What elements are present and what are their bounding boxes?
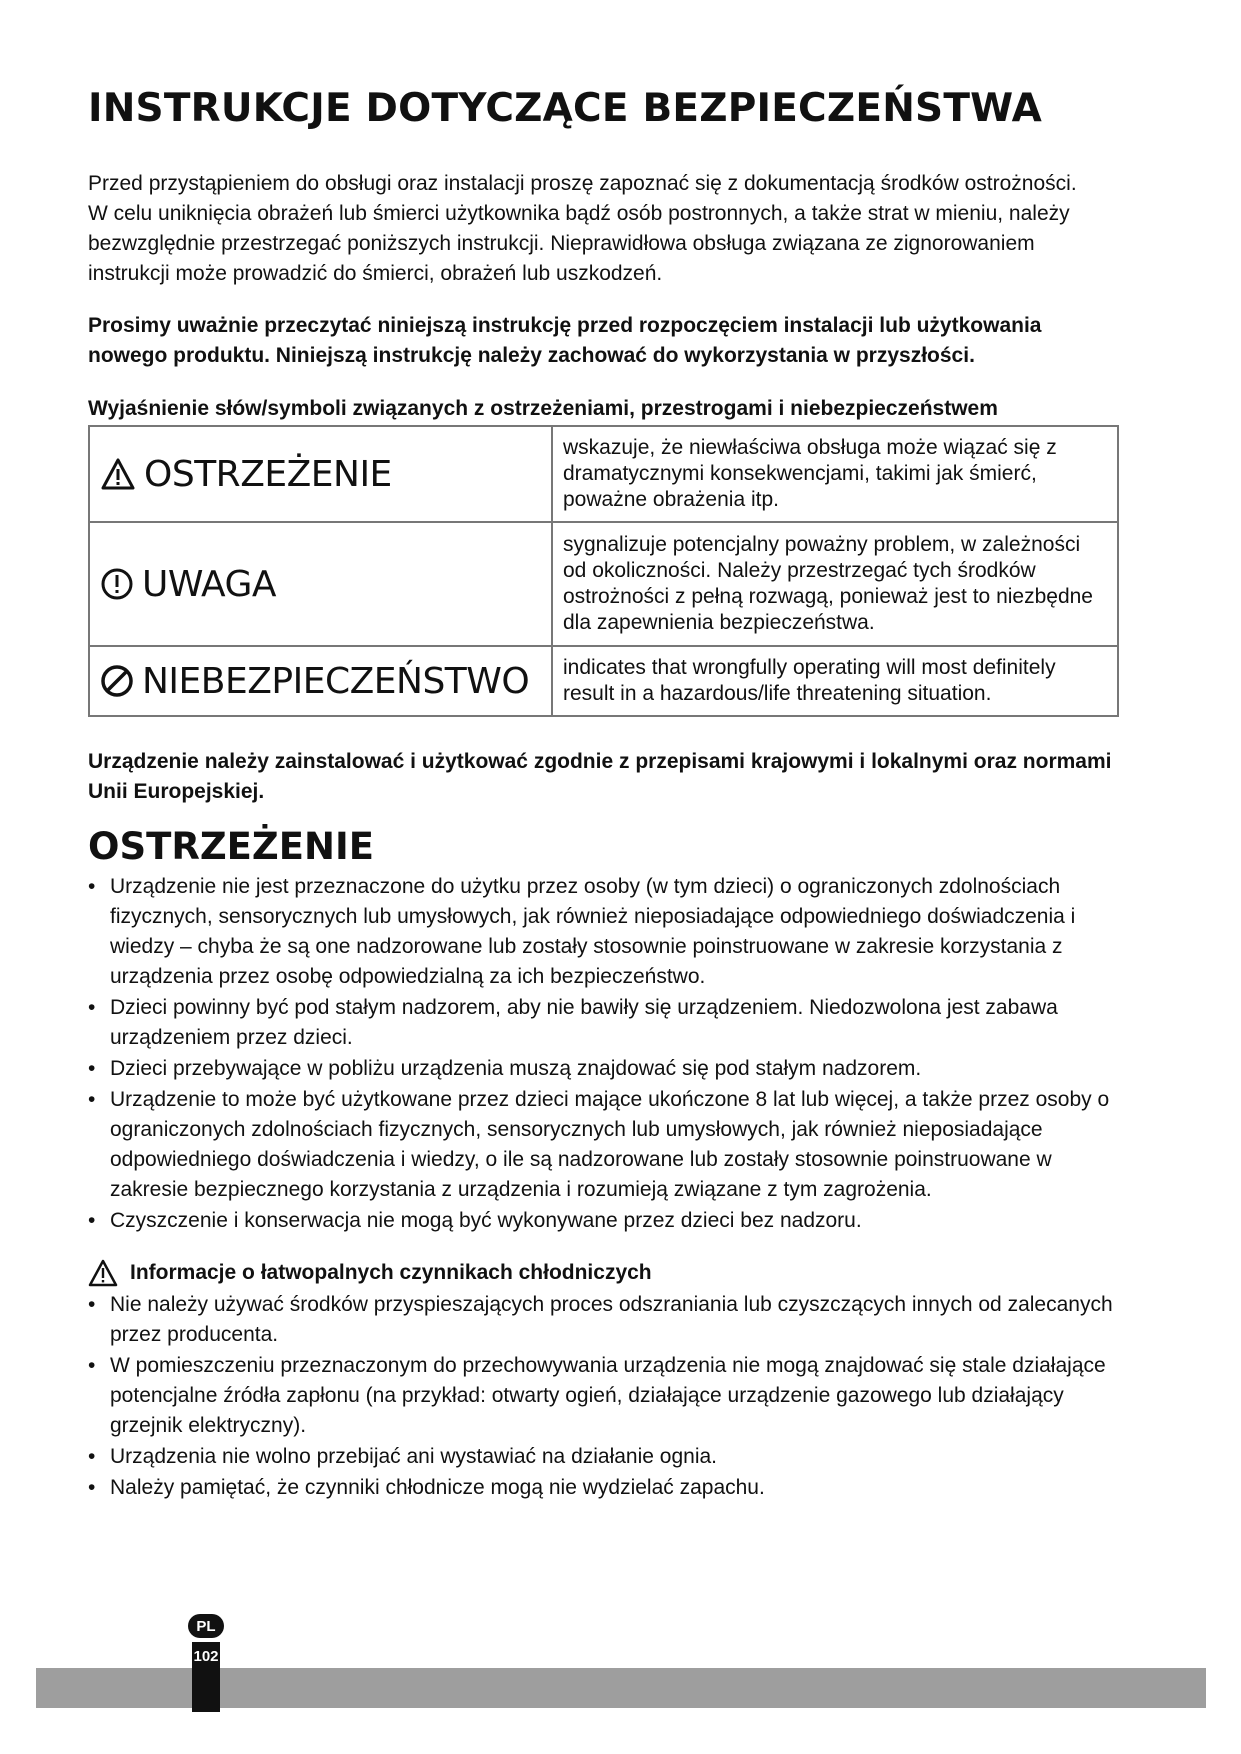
page-title: INSTRUKCJE DOTYCZĄCE BEZPIECZEŃSTWA [88,86,1042,131]
warning-triangle-icon [100,457,136,491]
legend-heading: Wyjaśnienie słów/symboli związanych z ostrzeżeniami, przestrogami i niebezpieczeństwem [88,397,998,420]
read-notice: Prosimy uważnie przeczytać niniejszą instrukcję przed rozpoczęciem instalacji lub użytkowania nowego produktu. Niniejszą instrukcję należy zachować do wykorzystania w przyszłości. [88,314,1042,367]
legend-word-cell [89,426,552,522]
signal-word-legend-table [88,425,1119,717]
list-item: • Urządzenie nie jest przeznaczone do użytku przez osoby (w tym dzieci) o ograniczonych zdolnościach fizycznych, sensorycznych lub umysłowych, jak również nieposiadające odpowiedniego doświadczenia i wiedzy – chyba że są one nadzorowane lub zostały stosownie poinstruowane w zakresie korzystania z urządzenia przez osobę odpowiedzialną za ich bezpieczeństwo. [88,875,1076,988]
compliance-notice: Urządzenie należy zainstalować i użytkować zgodnie z przepisami krajowymi i lokalnymi oraz normami Unii Europejskiej. [88,750,1112,803]
refrigerant-section-heading [88,1258,1118,1288]
warning-bullet-list [88,872,1118,1236]
list-item: • Dzieci powinny być pod stałym nadzorem, aby nie bawiły się urządzeniem. Niedozwolona jest zabawa urządzeniem przez dzieci. [88,996,1058,1049]
page-number: 102 [192,1642,220,1712]
language-badge: PL [188,1614,224,1638]
caution-exclamation-icon [100,567,134,601]
page-content [88,86,1118,1504]
list-item: • Czyszczenie i konserwacja nie mogą być wykonywane przez dzieci bez nadzoru. [88,1209,862,1232]
legend-description-warning: wskazuje, że niewłaściwa obsługa może wiązać się z dramatycznymi konsekwencjami, takimi jak śmierć, poważne obrażenia itp. [552,426,1118,522]
warning-section-heading: OSTRZEŻENIE [88,825,375,868]
legend-row-warning [89,426,1118,522]
legend-description-caution: sygnalizuje potencjalny poważny problem, w zależności od okoliczności. Należy przestrzegać tych środków ostrożności z pełną rozwagą, ponieważ jest to niezbędne dla zapewnienia bezpieczeństwa. [552,522,1118,646]
legend-word-caution: UWAGA [142,563,276,605]
legend-word-warning: OSTRZEŻENIE [144,453,392,495]
list-item: • Urządzenia nie wolno przebijać ani wystawiać na działanie ognia. [88,1445,718,1468]
list-item: • Nie należy używać środków przyspieszających proces odszraniania lub czyszczących innych od zalecanych przez producenta. [88,1293,1113,1346]
list-item: • W pomieszczeniu przeznaczonym do przechowywania urządzenia nie mogą znajdować się stale działające potencjalne źródła zapłonu (na przykład: otwarty ogień, działające urządzenie gazowego lub działający grzejnik elektryczny). [88,1354,1106,1437]
intro-paragraph-1: Przed przystąpieniem do obsługi oraz instalacji proszę zapoznać się z dokumentacją środków ostrożności. [88,172,1077,195]
legend-description-danger: indicates that wrongfully operating will most definitely result in a hazardous/life threatening situation. [552,646,1118,716]
legend-word-cell [89,646,552,716]
list-item: • Dzieci przebywające w pobliżu urządzenia muszą znajdować się pod stałym nadzorem. [88,1057,922,1080]
legend-word-danger: NIEBEZPIECZEŃSTWO [142,660,530,702]
intro-paragraph-2: W celu uniknięcia obrażeń lub śmierci użytkownika bądź osób postronnych, a także strat w mieniu, należy bezwzględnie przestrzegać poniższych instrukcji. Nieprawidłowa obsługa związana ze zignorowaniem instrukcji może prowadzić do śmierci, obrażeń lub uszkodzeń. [88,202,1070,285]
list-item: • Urządzenie to może być użytkowane przez dzieci mające ukończone 8 lat lub więcej, a także przez osoby o ograniczonych zdolnościach fizycznych, sensorycznych lub umysłowych, jak również nieposiadające odpowiedniego doświadczenia i wiedzy, o ile są nadzorowane lub zostały stosownie poinstruowane w zakresie bezpiecznego korzystania z urządzenia i rozumieją związane z tym zagrożenia. [88,1088,1110,1201]
legend-row-danger [89,646,1118,716]
warning-triangle-icon [88,1259,118,1287]
refrigerant-heading-text: Informacje o łatwopalnych czynnikach chłodniczych [130,1261,652,1284]
refrigerant-bullet-list [88,1290,1118,1503]
prohibited-icon [100,664,134,698]
legend-word-cell [89,522,552,646]
list-item: • Należy pamiętać, że czynniki chłodnicze mogą nie wydzielać zapachu. [88,1476,765,1499]
legend-row-caution [89,522,1118,646]
